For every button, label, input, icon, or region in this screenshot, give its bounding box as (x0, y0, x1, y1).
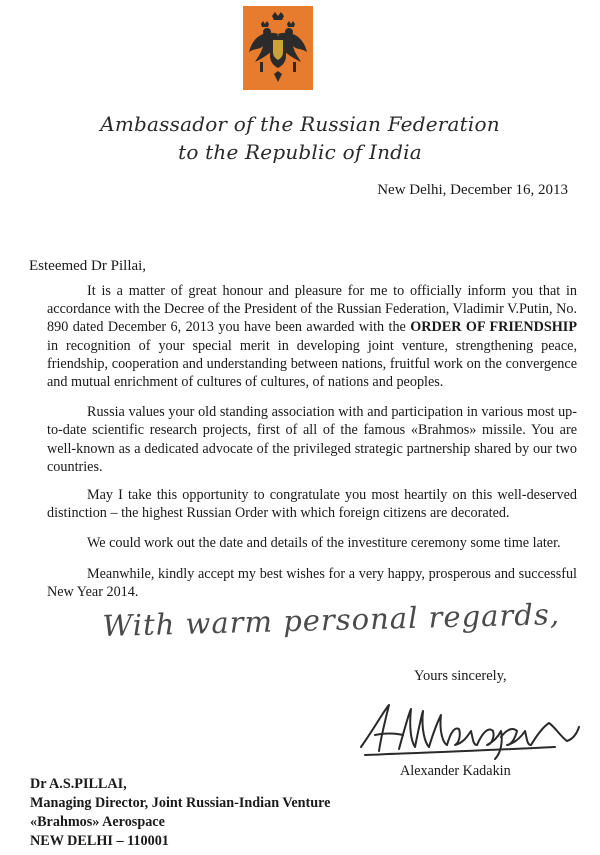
recipient-name: Dr A.S.PILLAI, (30, 776, 127, 792)
salutation: Esteemed Dr Pillai, (29, 258, 147, 274)
recipient-organization: «Brahmos» Aerospace (30, 814, 165, 830)
paragraph-5: Meanwhile, kindly accept my best wishes for a very happy, prosperous and successful New Year 2014. (47, 565, 577, 600)
paragraph-1-rest: in recognition of your special merit in developing joint venture, strengthening peace, friendship, cooperation and understanding between nations, fruitful work on the convergence and mutual enrichment of cultures of cultures, of nations and peoples. (47, 337, 577, 391)
handwritten-note: With warm personal regards, (102, 597, 561, 643)
ambassador-subtitle: to the Republic of India (178, 140, 422, 164)
recipient-city: NEW DELHI – 110001 (30, 833, 169, 849)
closing: Yours sincerely, (414, 668, 507, 684)
russian-coat-of-arms-icon (243, 6, 313, 90)
letter-body (47, 282, 577, 613)
recipient-title: Managing Director, Joint Russian-Indian Venture (30, 795, 331, 811)
order-name: ORDER OF FRIENDSHIP (410, 319, 577, 336)
paragraph-1-intro: It is a matter of great honour and pleasure for me to officially inform you that in accordance with the Decree of the President of the Russian Federation, Vladimir V.Putin, No. 890 dated December 6, 2013 you have been awarded with the (47, 283, 577, 336)
paragraph-1 (47, 282, 577, 391)
ambassador-title: Ambassador of the Russian Federation (100, 112, 500, 136)
signature-icon (355, 697, 585, 761)
letter-date: New Delhi, December 16, 2013 (377, 182, 568, 198)
paragraph-4: We could work out the date and details of the investiture ceremony some time later. (87, 535, 561, 552)
paragraph-2: Russia values your old standing association with and participation in various most up-to-date scientific research projects, first of all of the famous «Brahmos» missile. You are well-known as a dedicated advocate of the privileged strategic partnership shared by our two countries. (47, 404, 577, 475)
signer-name: Alexander Kadakin (400, 763, 511, 779)
paragraph-3: May I take this opportunity to congratulate you most heartily on this well-deserved distinction – the highest Russian Order with which foreign citizens are decorated. (47, 487, 577, 522)
